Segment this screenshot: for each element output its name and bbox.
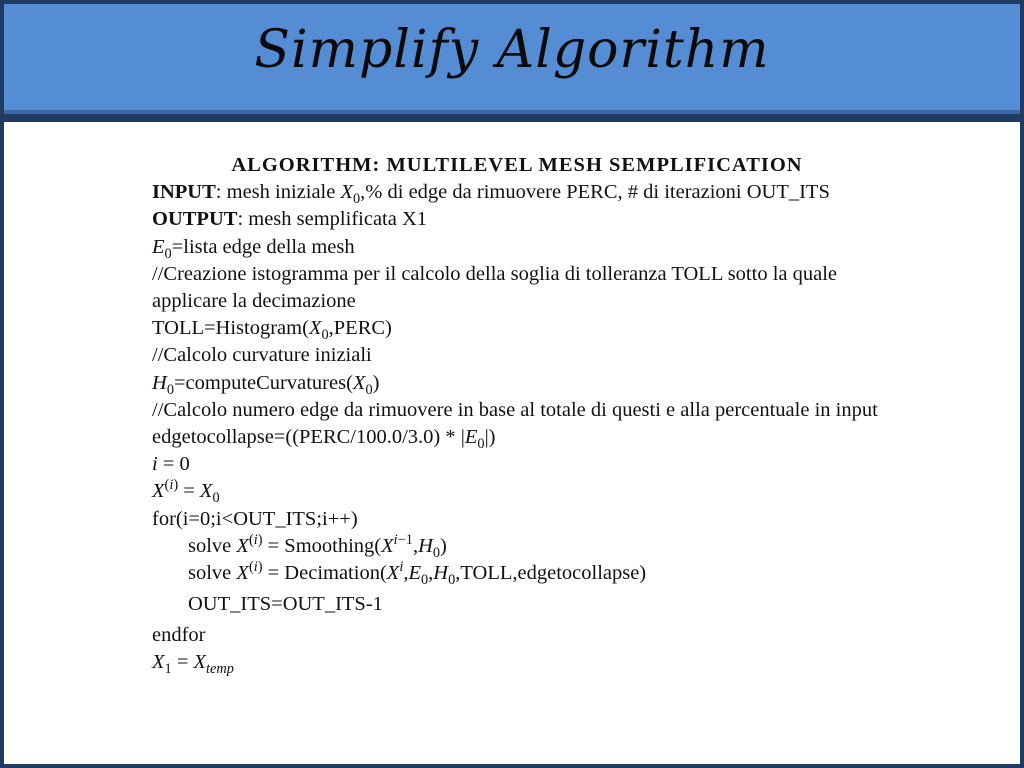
input-label: INPUT [152,181,216,204]
output-text: : mesh semplificata X1 [237,208,428,231]
input-line: INPUT: mesh iniziale $X_0,\%$ di edge da rimuovere PERC, # di iterazioni OUT_ITS [152,181,830,208]
smoothing-text-b: ) [440,534,447,557]
toll-text-a: TOLL=Histogram( [152,317,309,340]
solve-label-2: solve [188,561,237,584]
decimation-line: solve $X^{(i)}$ = $Decimation(X^i,E_0,H_0,TOLL,edgetocollapse)$ [188,559,647,588]
e0-line: $E_0=lista$ edge della mesh [152,235,355,262]
slide-content [4,122,1020,764]
decimation-text-b: ,TOLL,edgetocollapse) [455,561,647,584]
i-init-line: i = 0 [152,453,190,476]
smoothing-line: solve $X^{(i)}$ = $Smoothing(X^{i-1},H_0)$ [188,531,447,561]
comment-curvature: //Calcolo curvature iniziali [152,344,372,367]
h0-text-a: =computeCurvatures( [173,371,353,394]
comment-histogram: //Creazione istogramma per il calcolo della soglia di tolleranza TOLL sotto la quale applicare la decimazione [152,262,838,312]
title-bar [4,4,1020,114]
input-text-a: : mesh iniziale [215,181,341,204]
output-line [152,206,882,233]
toll-text-b: ,PERC) [328,317,392,340]
output-label: OUTPUT [152,208,238,231]
comment-edge-count: //Calcolo numero edge da rimuovere in base al totale di questi e alla percentuale in input [152,398,878,421]
e0-text: =lista edge della mesh [171,235,355,258]
h0-line: $H_0=computeCurvatures(X_0)$ [152,371,380,398]
xi-init-line: $X^{(i)} = X_0$ [152,477,220,507]
h0-text-b: ) [372,371,380,394]
solve-label-1: solve [188,534,237,557]
edgetocollapse-line: edgetocollapse=((PERC/100.0/3.0) * $|E_0|$) [152,425,496,453]
slide-title: Simplify Algorithm [254,20,770,80]
xi-eq: = [178,480,200,503]
input-text-b: ,% di edge da rimuovere PERC, # di iterazioni OUT_ITS [360,181,830,204]
edge-text-a: edgetocollapse=((PERC/100.0/3.0) * | [152,425,465,448]
algorithm-block [152,152,882,677]
decimation-text-a: = Decimation( [262,561,387,584]
out-its-line: OUT_ITS=OUT_ITS-1 [188,593,383,616]
x1-line: $X_1 = X_{temp}$ [152,651,234,678]
endfor-line: endfor [152,624,206,647]
x1-eq: = [171,651,194,674]
edge-text-b: |) [484,425,496,448]
algorithm-heading: ALGORITHM: MULTILEVEL MESH SEMPLIFICATION [231,154,803,176]
toll-line: $TOLL=Histogram(X_0,PERC)$ [152,317,392,344]
smoothing-text-a: = Smoothing( [262,534,382,557]
for-line: for(i=0;i<OUT_ITS;i++) [152,507,358,530]
i-init-text: = 0 [157,453,190,476]
